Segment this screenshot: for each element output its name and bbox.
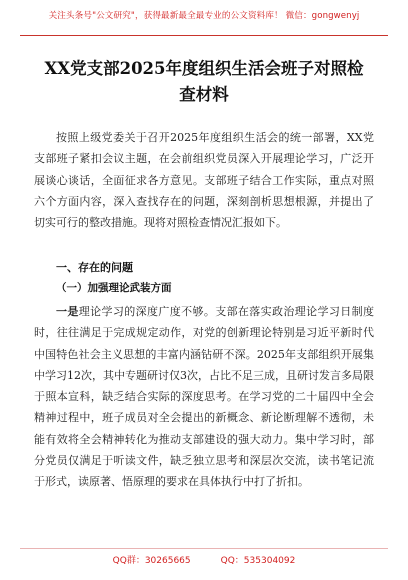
qq-contact: QQ：535304092 bbox=[220, 556, 296, 566]
document-title: XX党支部2025年度组织生活会班子对照检查材料 bbox=[44, 59, 364, 104]
header-divider bbox=[20, 35, 388, 36]
banner-text: 关注头条号"公文研究"，获得最新最全最专业的公文资料库！ 微信：gongwenyj bbox=[48, 11, 360, 21]
footer-divider bbox=[20, 548, 388, 549]
subsection-heading: （一）加强理论武装方面 bbox=[56, 282, 172, 294]
footer bbox=[0, 553, 408, 566]
body-paragraph bbox=[34, 301, 374, 493]
qq-group: QQ群：30265665 bbox=[112, 556, 191, 566]
intro-paragraph: 按照上级党委关于召开2025年度组织生活会的统一部署，XX党支部班子紧扣会议主题，在会前组织党员深入开展理论学习，广泛开展谈心谈话，全面征求各方意见。支部班子结合工作实际，重点对照六个方面内容，深入查找存在的问题，深刻剖析思想根源，并提出了切实可行的整改措施。现将对照检查情况汇报如下。 bbox=[34, 131, 374, 230]
paragraph-lead: 一是 bbox=[56, 305, 79, 318]
paragraph-body: 理论学习的深度广度不够。支部在落实政治理论学习日制度时，往往满足于完成规定动作，对党的创新理论特别是习近平新时代中国特色社会主义思想的丰富内涵钻研不深。2025年支部组织开展集中学习12次，其中专题研讨仅3次，占比不足三成，且研讨发言多局限于照本宣科，缺乏结合实际的深度思考。在学习党的二十届四中全会精神过程中，班子成员对全会提出的新概念、新论断理解不透彻，未能有效将全会精神转化为推动支部建设的强大动力。集中学习时，部分党员仅满足于听读文件，缺乏独立思考和深层次交流，读书笔记流于形式，读原著、悟原理的要求在具体执行中打了折扣。 bbox=[34, 305, 375, 489]
top-banner bbox=[0, 0, 408, 38]
section-heading: 一、存在的问题 bbox=[56, 261, 133, 274]
